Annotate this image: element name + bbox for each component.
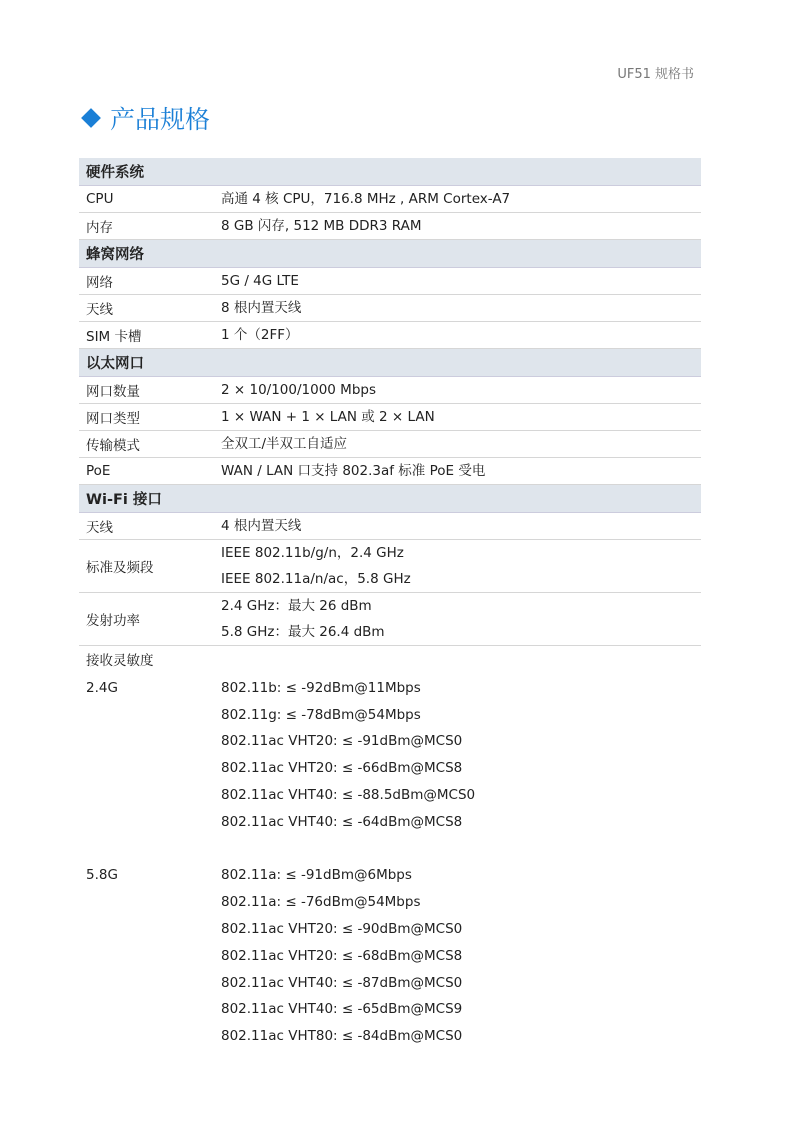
sensitivity-value: 802.11a: ≤ -76dBm@54Mbps xyxy=(221,894,421,911)
document-header: UF51 规格书 xyxy=(617,67,694,82)
sensitivity-row xyxy=(79,887,701,914)
sensitivity-row xyxy=(79,994,701,1021)
row-label: 网口类型 xyxy=(86,411,140,427)
row-value xyxy=(221,377,701,403)
value-line: 5G / 4G LTE xyxy=(221,273,299,289)
row-value xyxy=(221,458,701,484)
sensitivity-row xyxy=(79,780,701,807)
band-label: 2.4G xyxy=(86,679,118,696)
sensitivity-value: 802.11ac VHT40: ≤ -87dBm@MCS0 xyxy=(221,974,463,991)
table-row xyxy=(79,322,701,349)
table-section-header: 以太网口 xyxy=(79,349,701,377)
sensitivity-value: 802.11ac VHT20: ≤ -66dBm@MCS8 xyxy=(221,760,463,777)
sensitivity-row xyxy=(79,860,701,887)
table-row xyxy=(79,404,701,431)
row-label: 标准及频段 xyxy=(86,560,154,576)
band-label xyxy=(79,914,221,941)
band-label xyxy=(79,780,221,807)
row-value xyxy=(221,404,701,430)
row-label: 内存 xyxy=(86,220,113,236)
sensitivity-row xyxy=(79,753,701,780)
band-label xyxy=(79,941,221,968)
table-row xyxy=(79,593,701,646)
row-value xyxy=(221,593,701,645)
table-row xyxy=(79,268,701,295)
row-label: 发射功率 xyxy=(86,613,140,629)
row-value xyxy=(221,295,701,321)
value-line: 8 根内置天线 xyxy=(221,300,302,316)
sensitivity-label-row xyxy=(79,646,701,673)
row-label: 传输模式 xyxy=(86,438,140,454)
sensitivity-row xyxy=(79,914,701,941)
table-row xyxy=(79,431,701,458)
sensitivity-row xyxy=(79,968,701,995)
section-title-text: 产品规格 xyxy=(110,105,211,134)
sensitivity-row xyxy=(79,673,701,700)
row-label: 网络 xyxy=(86,275,113,291)
band-label xyxy=(79,1021,221,1048)
value-line: 高通 4 核 CPU，716.8 MHz , ARM Cortex-A7 xyxy=(221,191,511,207)
value-line: 8 GB 闪存, 512 MB DDR3 RAM xyxy=(221,218,422,234)
value-line: 1 × WAN + 1 × LAN 或 2 × LAN xyxy=(221,409,435,425)
value-line: 5.8 GHz：最大 26.4 dBm xyxy=(221,624,385,640)
sensitivity-row xyxy=(79,726,701,753)
row-label: PoE xyxy=(86,463,111,479)
spacer xyxy=(79,834,701,861)
band-label xyxy=(79,700,221,727)
sensitivity-row xyxy=(79,807,701,834)
band-label: 5.8G xyxy=(86,867,118,884)
row-label: 网口数量 xyxy=(86,384,140,400)
value-line: 2 × 10/100/1000 Mbps xyxy=(221,382,376,398)
row-value xyxy=(221,322,701,348)
value-line: IEEE 802.11b/g/n，2.4 GHz xyxy=(221,545,404,561)
band-label xyxy=(79,726,221,753)
sensitivity-value: 802.11ac VHT40: ≤ -65dBm@MCS9 xyxy=(221,1001,463,1018)
value-line: 2.4 GHz：最大 26 dBm xyxy=(221,598,372,614)
table-row xyxy=(79,458,701,485)
value-line: 4 根内置天线 xyxy=(221,518,302,534)
row-value xyxy=(221,186,701,212)
table-row xyxy=(79,213,701,240)
band-label xyxy=(79,968,221,995)
table-row xyxy=(79,540,701,593)
sensitivity-value: 802.11ac VHT20: ≤ -91dBm@MCS0 xyxy=(221,733,463,750)
table-section-header: 蜂窝网络 xyxy=(79,240,701,268)
sensitivity-value: 802.11b: ≤ -92dBm@11Mbps xyxy=(221,679,421,696)
table-section-header: 硬件系统 xyxy=(79,158,701,186)
sensitivity-block xyxy=(79,646,701,1048)
row-value xyxy=(221,431,701,457)
row-value xyxy=(221,540,701,592)
section-title xyxy=(80,100,210,136)
band-label xyxy=(79,807,221,834)
table-row xyxy=(79,186,701,213)
band-label xyxy=(79,753,221,780)
sensitivity-label: 接收灵敏度 xyxy=(86,653,154,669)
value-line: IEEE 802.11a/n/ac，5.8 GHz xyxy=(221,571,411,587)
spec-table xyxy=(79,158,701,1048)
band-label xyxy=(79,887,221,914)
value-line: 全双工/半双工自适应 xyxy=(221,436,348,452)
value-line: 1 个（2FF） xyxy=(221,327,299,343)
sensitivity-value: 802.11ac VHT20: ≤ -68dBm@MCS8 xyxy=(221,947,463,964)
table-row xyxy=(79,295,701,322)
table-row xyxy=(79,513,701,540)
sensitivity-row xyxy=(79,941,701,968)
row-value xyxy=(221,513,701,539)
sensitivity-value: 802.11ac VHT40: ≤ -64dBm@MCS8 xyxy=(221,813,463,830)
value-line: WAN / LAN 口支持 802.3af 标准 PoE 受电 xyxy=(221,463,486,479)
sensitivity-row xyxy=(79,1021,701,1048)
row-label: 天线 xyxy=(86,302,113,318)
table-row xyxy=(79,377,701,404)
sensitivity-row xyxy=(79,700,701,727)
row-value xyxy=(221,213,701,239)
diamond-bullet-icon xyxy=(81,108,101,128)
sensitivity-value: 802.11ac VHT40: ≤ -88.5dBm@MCS0 xyxy=(221,786,476,803)
row-label: SIM 卡槽 xyxy=(86,329,142,345)
row-value xyxy=(221,268,701,294)
band-label xyxy=(79,994,221,1021)
table-section-header: Wi-Fi 接口 xyxy=(79,485,701,513)
sensitivity-value: 802.11a: ≤ -91dBm@6Mbps xyxy=(221,867,412,884)
sensitivity-value: 802.11g: ≤ -78dBm@54Mbps xyxy=(221,706,421,723)
row-label: 天线 xyxy=(86,520,113,536)
row-label: CPU xyxy=(86,191,114,207)
sensitivity-value: 802.11ac VHT80: ≤ -84dBm@MCS0 xyxy=(221,1028,463,1045)
sensitivity-value: 802.11ac VHT20: ≤ -90dBm@MCS0 xyxy=(221,920,463,937)
